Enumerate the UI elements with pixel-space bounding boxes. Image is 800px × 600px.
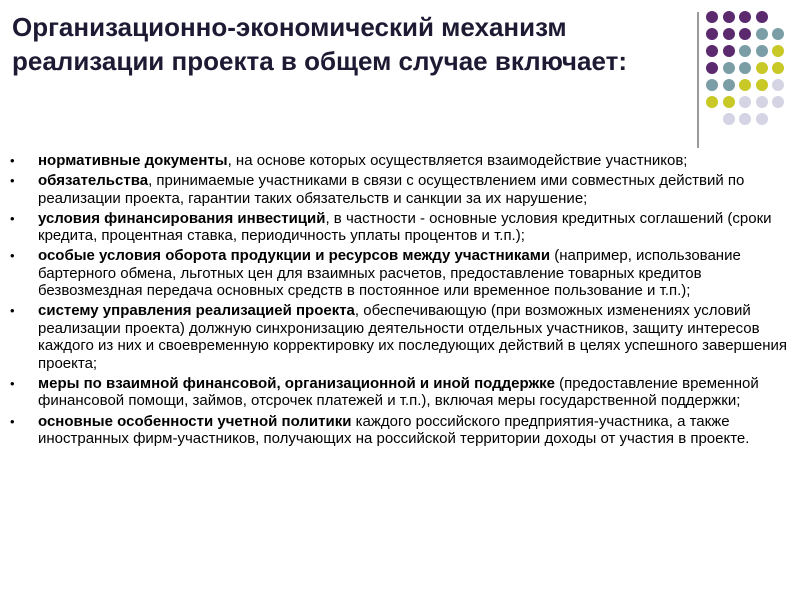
item-term: меры по взаимной финансовой, организационной и иной поддержке [38, 374, 555, 392]
decorative-dot-icon [723, 113, 735, 125]
decorative-dot-icon [739, 96, 751, 108]
decorative-dot-icon [756, 96, 768, 108]
decorative-dot-icon [756, 113, 768, 125]
bullet-icon: • [10, 248, 15, 264]
list-item [10, 172, 795, 207]
slide-title: Организационно-экономический механизм реализации проекта в общем случае включает: [12, 12, 627, 76]
list-item [10, 375, 795, 410]
decorative-dot-icon [723, 45, 735, 57]
decorative-dot-icon [739, 45, 751, 57]
decorative-dot-icon [723, 79, 735, 91]
item-term: нормативные документы [38, 152, 228, 169]
item-term: основные особенности учетной политики [38, 412, 352, 430]
decorative-dot-icon [723, 62, 735, 74]
decorative-dot-icon [706, 62, 718, 74]
item-description: (например, использование бартерного обмена, льготных цен для взаимных расчетов, предоставление товарных кредитов безвозмездная передача основных средств в постоянное или временное пользование и т.п.); [38, 247, 741, 300]
decorative-dot-icon [706, 28, 718, 40]
decorative-dot-icon [739, 11, 751, 23]
bullet-icon: • [10, 303, 15, 319]
list-item [10, 413, 795, 448]
list-item [10, 302, 795, 372]
item-term: систему управления реализацией проекта [38, 302, 355, 320]
item-description: (предоставление временной финансовой помощи, займов, отсрочек платежей и т.п.), включая меры государственной поддержки; [38, 374, 759, 410]
decorative-dot-icon [723, 96, 735, 108]
list-item [10, 247, 795, 300]
decorative-dot-icon [706, 79, 718, 91]
bullet-list [10, 152, 795, 450]
item-description: каждого российского предприятия-участника, а также иностранных фирм-участников, получающих на российской территории доходы от участия в проекте. [38, 412, 750, 448]
decorative-dot-icon [739, 113, 751, 125]
item-description: , обеспечивающую (при возможных изменениях условий реализации проекта) должную синхронизацию деятельности отдельных участников, защиту интересов каждого из них и своевременную корректировку их последующих действий в целях успешного завершения проекта; [38, 302, 788, 372]
bullet-icon: • [10, 375, 15, 391]
bullet-icon: • [10, 173, 15, 189]
bullet-icon: • [10, 413, 15, 429]
item-description: , в частности - основные условия кредитных соглашений (сроки кредита, процентная ставка, периодичность уплаты процентов и т.п.); [38, 209, 772, 245]
decorative-dot-icon [756, 28, 768, 40]
decorative-dot-grid [706, 11, 786, 131]
decorative-dot-icon [756, 79, 768, 91]
bullet-icon: • [10, 210, 15, 226]
decorative-dot-icon [772, 45, 784, 57]
decorative-dot-icon [723, 11, 735, 23]
decorative-dot-icon [706, 96, 718, 108]
list-item [10, 210, 795, 245]
decorative-dot-icon [756, 11, 768, 23]
item-term: условия финансирования инвестиций [38, 209, 326, 227]
decorative-dot-icon [756, 62, 768, 74]
decorative-dot-icon [772, 79, 784, 91]
decorative-dot-icon [739, 62, 751, 74]
decorative-dot-icon [706, 45, 718, 57]
item-term: особые условия оборота продукции и ресурсов между участниками [38, 247, 551, 265]
list-item [10, 152, 795, 170]
item-description: , принимаемые участниками в связи с осуществлением ими совместных действий по реализации проекта, гарантии таких обязательств и санкции за их нарушение; [38, 172, 745, 207]
decorative-dot-icon [756, 45, 768, 57]
decorative-dot-icon [739, 28, 751, 40]
decorative-dot-icon [772, 62, 784, 74]
decorative-dot-icon [772, 28, 784, 40]
item-term: обязательства [38, 172, 149, 190]
item-description: , на основе которых осуществляется взаимодействие участников; [227, 152, 688, 169]
decorative-dot-icon [706, 11, 718, 23]
decorative-dot-icon [723, 28, 735, 40]
decorative-dot-icon [739, 79, 751, 91]
title-divider [697, 12, 699, 148]
bullet-icon: • [10, 153, 15, 168]
decorative-dot-icon [772, 96, 784, 108]
